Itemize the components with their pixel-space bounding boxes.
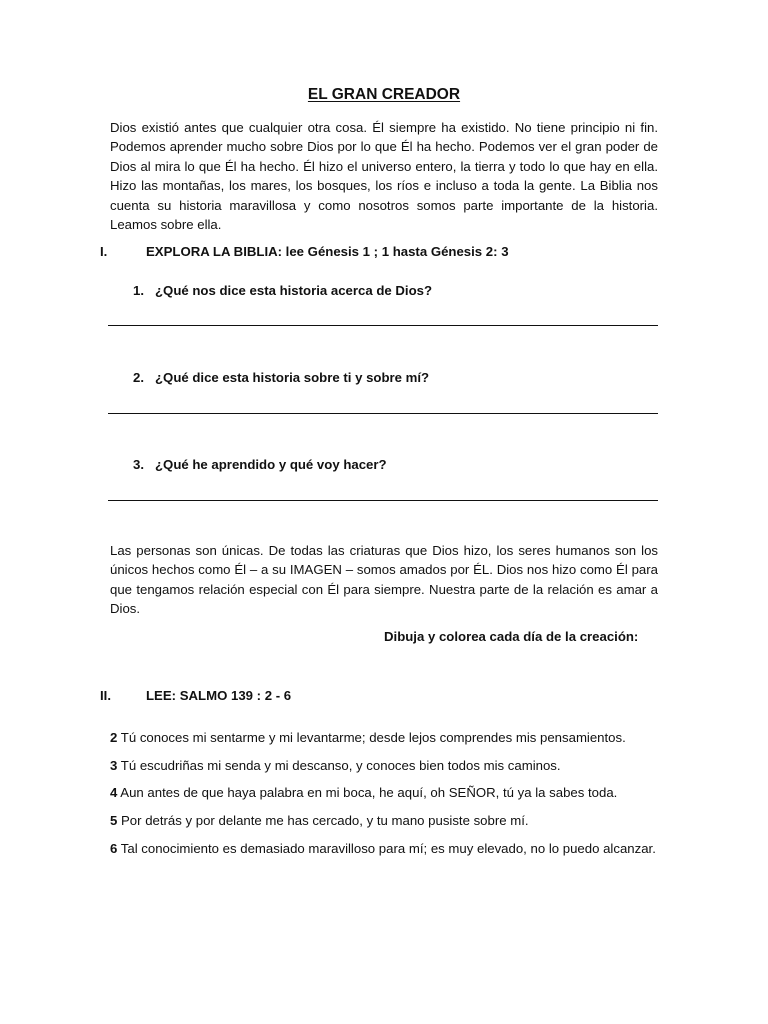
verse-text: Tú escudriñas mi senda y mi descanso, y conoces bien todos mis caminos. [117, 757, 561, 773]
verse-text: Aun antes de que haya palabra en mi boca, he aquí, oh SEÑOR, tú ya la sabes toda. [117, 785, 618, 801]
question-1-number: 1. [133, 283, 144, 298]
page-title: EL GRAN CREADOR [307, 86, 461, 103]
verse-number: 4 [110, 785, 118, 801]
drawing-instruction: Dibuja y colorea cada día de la creación: [384, 629, 639, 644]
section-1-heading [100, 244, 509, 259]
section-2-heading [100, 688, 291, 703]
verse-item [110, 724, 670, 752]
section-1-number: I. [100, 244, 108, 259]
question-2-text: ¿Qué dice esta historia sobre ti y sobre mí? [155, 370, 430, 385]
verse-item [110, 779, 670, 807]
question-3 [133, 457, 387, 472]
intro-paragraph: Dios existió antes que cualquier otra cosa. Él siempre ha existido. No tiene principio ni fin. Podemos aprender mucho sobre Dios por lo que Él ha hecho. Podemos ver el gran poder de Dios al mira lo que Él ha hecho. Él hizo el universo entero, la tierra y todo lo que hay en ella. Hizo las montañas, los mares, los bosques, los ríos e incluso a toda la gente. La Biblia nos cuenta su historia maravillosa y como nosotros somos parte importante de la historia. Leamos sobre ella. [110, 120, 658, 233]
people-unique-paragraph: Las personas son únicas. De todas las criaturas que Dios hizo, los seres humanos son los únicos hechos como Él – a su IMAGEN – somos amados por ÉL. Dios nos hizo como Él para que tengamos relación especial con Él para siempre. Nuestra parte de la relación es amar a Dios. [110, 543, 658, 617]
question-2 [133, 370, 429, 385]
question-1 [133, 283, 432, 298]
verse-number: 3 [110, 757, 118, 773]
verse-number: 2 [110, 730, 118, 745]
verse-item [110, 807, 670, 835]
question-3-number: 3. [133, 457, 144, 472]
psalm-verses [110, 724, 670, 863]
answer-line-3[interactable] [108, 500, 658, 501]
verse-item [110, 835, 670, 863]
section-2-number: II. [100, 688, 111, 703]
verse-number: 5 [110, 813, 118, 829]
verse-number: 6 [110, 840, 118, 856]
verse-text: Tal conocimiento es demasiado maravilloso para mí; es muy elevado, no lo puedo alcanzar. [117, 840, 656, 856]
answer-line-2[interactable] [108, 413, 658, 414]
section-2-title: LEE: SALMO 139 : 2 - 6 [146, 688, 292, 703]
verse-item [110, 752, 670, 780]
verse-text: Por detrás y por delante me has cercado, y tu mano pusiste sobre mí. [117, 813, 529, 829]
question-3-text: ¿Qué he aprendido y qué voy hacer? [155, 457, 387, 472]
question-1-text: ¿Qué nos dice esta historia acerca de Dios? [155, 283, 433, 298]
question-2-number: 2. [133, 370, 144, 385]
answer-line-1[interactable] [108, 325, 658, 326]
section-1-title: EXPLORA LA BIBLIA: lee Génesis 1 ; 1 hasta Génesis 2: 3 [146, 244, 509, 259]
verse-text: Tú conoces mi sentarme y mi levantarme; desde lejos comprendes mis pensamientos. [117, 730, 626, 745]
